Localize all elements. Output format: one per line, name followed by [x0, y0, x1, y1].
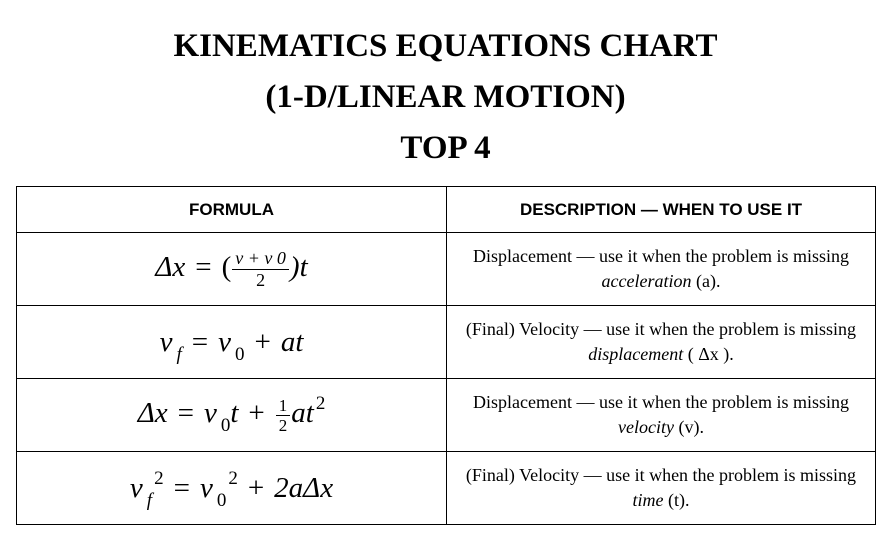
column-header-description: DESCRIPTION — WHEN TO USE IT: [447, 187, 876, 233]
formula-equation-2: v $_f$ = v $_0$ + at: [159, 325, 304, 365]
formula-cell: [17, 306, 447, 379]
missing-symbol: (v).: [678, 417, 704, 437]
missing-symbol: ( Δx ).: [687, 344, 734, 364]
missing-quantity: acceleration: [601, 271, 692, 291]
formula-equation-3: Δx = v $_0$t + $\frac{1}{2}$ at $^2$: [137, 392, 326, 436]
equations-table: [16, 186, 876, 525]
description-text: (Final) Velocity — use it when the problem is missing time (t).: [465, 465, 857, 510]
description-text: (Final) Velocity — use it when the problem is missing displacement ( Δx ).: [465, 319, 857, 364]
formula-fraction: [232, 248, 289, 291]
formula-cell: [17, 233, 447, 306]
description-cell: [447, 306, 876, 379]
page-subtitle: (1-D/LINEAR MOTION): [265, 79, 626, 115]
formula-cell: [17, 452, 447, 525]
table-row: [17, 452, 876, 525]
table-row: [17, 233, 876, 306]
formula-close-paren: )t: [289, 250, 308, 283]
description-cell: [447, 233, 876, 306]
table-row: [17, 379, 876, 452]
formula-equation-1: [155, 247, 308, 290]
missing-quantity: velocity: [618, 417, 674, 437]
formula-fraction: $\frac{1}{2}$: [276, 396, 291, 435]
description-cell: [447, 452, 876, 525]
formula-equals: =: [195, 250, 212, 283]
missing-quantity: displacement: [588, 344, 684, 364]
formula-lhs: Δx: [155, 250, 186, 283]
table-row: [17, 306, 876, 379]
description-text: Displacement — use it when the problem is missing acceleration (a).: [473, 246, 849, 291]
formula-cell: [17, 379, 447, 452]
description-cell: [447, 379, 876, 452]
formula-equation-4: v $_f^2$ = v $_0^2$ + 2aΔx: [129, 467, 334, 511]
fraction-numerator: v + v 0: [232, 248, 289, 270]
page-subtitle-top: TOP 4: [400, 130, 491, 166]
page-title: KINEMATICS EQUATIONS CHART: [173, 28, 718, 64]
table-header-row: [17, 187, 876, 233]
description-text: Displacement — use it when the problem is missing velocity (v).: [473, 392, 849, 437]
missing-symbol: (a).: [695, 271, 721, 291]
fraction-denominator: 2: [256, 269, 266, 290]
missing-quantity: time: [632, 490, 664, 510]
missing-symbol: (t).: [668, 490, 690, 510]
column-header-formula: FORMULA: [17, 187, 447, 233]
formula-open-paren: (: [221, 250, 232, 283]
